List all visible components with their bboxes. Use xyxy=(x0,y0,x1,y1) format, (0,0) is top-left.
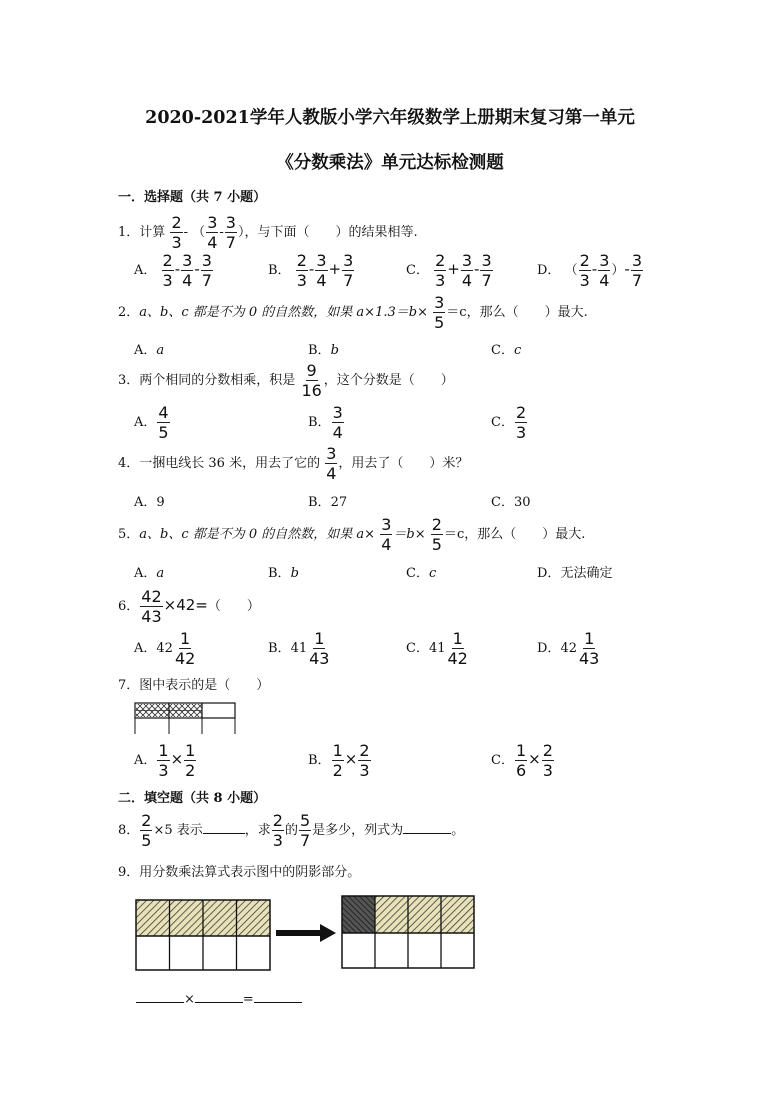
option-c: C．30 xyxy=(491,495,531,510)
question-5: 5．a、b、c 都是不为 0 的自然数，如果 a× $\frac{3}{4}$ ＝b× $\frac{2}{5}$ ＝c，那么（ ）最大. xyxy=(118,515,586,554)
answer-blank[interactable] xyxy=(403,821,451,834)
page-title: 2020-2021学年人教版小学六年级数学上册期末复习第一单元 xyxy=(145,108,635,128)
option-a: A． $\frac{2}{3}$ - $\frac{3}{4}$ - $\frac{3}{7}$ xyxy=(134,251,212,290)
question-text: 计算 xyxy=(139,225,166,240)
answer-blank[interactable] xyxy=(203,821,245,834)
question-8: 8． $\frac{2}{5}$ ×5 表示 ，求 $\frac{2}{3}$ 的 $\frac{5}{7}$ 是多少，列式为 。 xyxy=(118,811,465,850)
right-grid xyxy=(342,896,474,968)
fraction: $\frac{2}{3}$ xyxy=(171,213,182,252)
answer-blank[interactable] xyxy=(136,990,184,1003)
option-a: A． $\frac{4}{5}$ xyxy=(134,403,169,442)
question-text: ，与下面（ ）的结果相等. xyxy=(244,225,418,240)
option-c: C．c xyxy=(491,343,522,358)
option-b: B． $\frac{2}{3}$ - $\frac{3}{4}$ + $\frac{3}{7}$ xyxy=(268,251,354,290)
option-b: B．27 xyxy=(308,495,348,510)
option-c: C． $\frac{2}{3}$ + $\frac{3}{4}$ - $\frac{3}{7}$ xyxy=(406,251,492,290)
question-2: 2．a、b、c 都是不为 0 的自然数，如果 a×1.3＝b× $\frac{3}{5}$ ＝c，那么（ ）最大. xyxy=(118,293,588,332)
fraction-bar-diagram xyxy=(134,700,236,734)
option-b: B．b xyxy=(308,343,339,358)
option-c: C． $\frac{1}{6}$ × $\frac{2}{3}$ xyxy=(491,741,553,780)
answer-blank[interactable] xyxy=(254,990,302,1003)
answer-line: × = xyxy=(136,990,302,1007)
left-grid xyxy=(136,900,270,970)
option-a: A． $\frac{1}{3}$ × $\frac{1}{2}$ xyxy=(134,741,196,780)
option-a: A．a xyxy=(134,566,165,581)
fraction: $\frac{3}{4}$ xyxy=(207,213,218,252)
option-c: C．41 $\frac{1}{42}$ xyxy=(406,629,468,668)
answer-blank[interactable] xyxy=(195,990,243,1003)
page-subtitle: 《分数乘法》单元达标检测题 xyxy=(276,153,504,173)
option-d: D．无法确定 xyxy=(537,566,613,581)
option-b: B． $\frac{3}{4}$ xyxy=(308,403,343,442)
question-1: 1．计算 $\frac{2}{3}$ - （ $\frac{3}{4}$ - $\frac{3}{7}$ ），与下面（ ）的结果相等. xyxy=(118,213,418,252)
option-c: C． $\frac{2}{3}$ xyxy=(491,403,527,442)
option-a: A．9 xyxy=(134,495,165,510)
question-number: 1． xyxy=(118,225,140,240)
question-6: 6． $\frac{42}{43}$ ×42=（ ） xyxy=(118,587,260,626)
option-a: A．a xyxy=(134,343,165,358)
option-b: B．41 $\frac{1}{43}$ xyxy=(268,629,330,668)
fraction: $\frac{3}{7}$ xyxy=(225,213,236,252)
option-b: B． $\frac{1}{2}$ × $\frac{2}{3}$ xyxy=(308,741,370,780)
option-c: C．c xyxy=(406,566,437,581)
option-d: D．42 $\frac{1}{43}$ xyxy=(537,629,600,668)
question-9: 9．用分数乘法算式表示图中的阴影部分。 xyxy=(118,865,361,880)
option-a: A．42 $\frac{1}{42}$ xyxy=(134,629,196,668)
arrow-right-icon xyxy=(276,924,336,942)
option-b: B．b xyxy=(268,566,299,581)
shading-diagram xyxy=(130,888,478,976)
question-3: 3．两个相同的分数相乘，积是 $\frac{9}{16}$ ，这个分数是（ ） xyxy=(118,361,454,400)
question-7: 7．图中表示的是（ ） xyxy=(118,678,270,693)
option-d: D． （ $\frac{2}{3}$ - $\frac{3}{4}$ ）- $\frac{3}{7}$ xyxy=(537,251,643,290)
section-heading-fill: 二．填空题（共 8 小题） xyxy=(118,791,267,806)
question-4: 4．一捆电线长 36 米，用去了它的 $\frac{3}{4}$ ，用去了（ ）米？ xyxy=(118,444,469,483)
section-heading-choice: 一．选择题（共 7 小题） xyxy=(118,190,267,205)
